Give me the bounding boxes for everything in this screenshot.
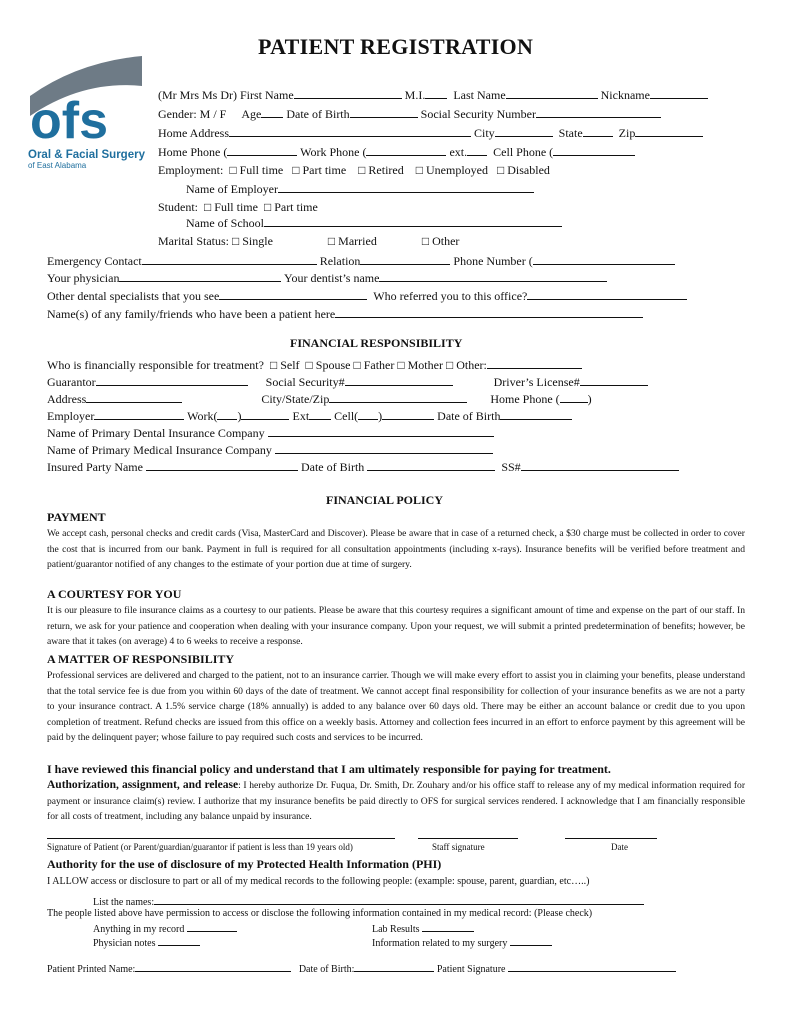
employment-unemployed[interactable]: Unemployed [426,163,488,177]
first-name-field[interactable] [294,87,402,99]
insured-dob-label: Date of Birth [300,460,365,474]
responsible-mother[interactable]: Mother [407,358,443,372]
phi-permission-text: The people listed above have permission to access or disclose the following information contained in my medical record: (Please check) [47,908,593,919]
employer-fin-label: Employer [47,409,95,423]
cell-phone-label: Cell Phone ( [493,145,554,159]
family-field[interactable] [335,306,643,318]
physician-label: Your physician [47,271,120,285]
medical-insurance-field[interactable] [275,442,493,454]
surgery-info-label: Information related to my surgery [372,938,508,949]
phi-allow-text: I ALLOW access or disclosure to part or all of my medical records to the following people: (example: spouse, parent, guardian, etc…..) [47,876,590,887]
city-state-zip-label: City/State/Zip [261,392,330,406]
marital-married[interactable]: Married [338,234,377,248]
printed-name-field[interactable] [135,960,291,972]
responsible-father[interactable]: Father [363,358,395,372]
dentist-field[interactable] [379,270,607,282]
logo-name: Oral & Facial Surgery [28,149,145,161]
patient-signature-final-field[interactable] [508,960,676,972]
courtesy-heading: A COURTESY FOR YOU [47,587,182,601]
ext-label: ext. [449,145,468,159]
responsibility-text: Professional services are delivered and charged to the patient, not to an insurance carrier. Though we will make every effort to assist you in claiming your benefits, please understand that the total service fee is due from you within 60 days of the date of treatment. We cannot accept final responsibility for collection of your insurance benefits as we are not a party to your insurance contract. A 1.5% service charge (18% annually) is added to any balance over 60 days old. There may be either an account balance or credit due to you upon completion of treatment. Refund checks are issued from this office on a weekly basis. Attorney and collection fees incurred in an effort to enforce payment by this agreement will be paid by the delinquent payer; whose failure to pay required such costs and services to be incurred. [47,670,745,743]
last-name-field[interactable] [506,87,598,99]
anything-label: Anything in my record [93,924,185,935]
page-title: PATIENT REGISTRATION [258,34,534,59]
emergency-contact-field[interactable] [142,253,317,265]
date-signature-line[interactable] [565,838,657,839]
staff-signature-line[interactable] [418,838,518,839]
insured-dob-field[interactable] [367,459,495,471]
drivers-license-label: Driver’s License# [493,375,580,389]
work-field[interactable] [217,408,237,420]
fin-home-phone-field[interactable] [560,391,588,403]
cell-label: Cell( [334,409,359,423]
zip-field[interactable] [635,125,703,137]
financial-responsibility-heading: FINANCIAL RESPONSIBILITY [290,336,463,350]
employment-part-time[interactable]: Part time [302,163,347,177]
medical-insurance-label: Name of Primary Medical Insurance Company [47,443,272,457]
relation-field[interactable] [360,253,450,265]
employment-label: Employment: [158,163,224,177]
gender-label: Gender: M / F [158,107,227,121]
phi-dob-field[interactable] [354,960,434,972]
logo-letters: ofs [30,92,108,146]
dob-label: Date of Birth [286,107,350,121]
work-label: Work( [187,409,218,423]
guarantor-field[interactable] [96,374,248,386]
mi-field[interactable] [425,87,447,99]
family-label: Name(s) of any family/friends who have been a patient here [47,307,336,321]
courtesy-text: It is our pleasure to file insurance claims as a courtesy to our patients. Please be aware that this courtesy requires a significant amount of time and expense on the part of our staff. In return, we ask for your patience and cooperation when dealing with your insurance company. Upon your request, we will submit a printed predetermination of benefits; however, be aware that it takes (on average) 4 to 6 weeks to receive a response. [47,605,745,647]
emergency-contact-label: Emergency Contact [47,254,142,268]
fin-home-phone-label: Home Phone ( [490,392,560,406]
last-name-label: Last Name [453,88,506,102]
referred-label: Who referred you to this office? [373,289,528,303]
home-phone-label: Home Phone ( [158,145,228,159]
surgery-info-field[interactable] [510,934,552,946]
student-part-time[interactable]: Part time [274,200,318,214]
list-names-field[interactable] [154,893,644,905]
physician-field[interactable] [119,270,281,282]
date-label: Date [611,842,628,852]
marital-single[interactable]: Single [242,234,273,248]
work-phone-field[interactable] [366,144,446,156]
responsibility-heading: A MATTER OF RESPONSIBILITY [47,652,235,666]
responsible-other[interactable]: Other: [456,358,487,372]
home-phone-field[interactable] [227,144,297,156]
logo-swoosh-icon [28,56,146,146]
employment-retired[interactable]: Retired [368,163,404,177]
staff-signature-label: Staff signature [432,842,485,852]
social-security-label: Social Security# [265,375,345,389]
cell-field[interactable] [358,408,378,420]
marital-other[interactable]: Other [432,234,460,248]
dental-insurance-field[interactable] [268,425,494,437]
insured-party-label: Insured Party Name [47,460,143,474]
ssn-field[interactable] [536,106,661,118]
patient-signature-final-label: Patient Signature [436,964,506,975]
work-phone-label: Work Phone ( [300,145,367,159]
employer-field[interactable] [278,181,534,193]
authorization-heading: Authorization, assignment, and release [47,779,239,791]
phi-heading: Authority for the use of disclosure of my Protected Health Information (PHI) [47,857,442,871]
fin-ext-label: Ext [292,409,310,423]
state-field[interactable] [583,125,613,137]
address-label: Address [47,392,87,406]
employer-fin-field[interactable] [94,408,184,420]
physician-notes-label: Physician notes [93,938,156,949]
logo-sub: of East Alabama [28,161,87,170]
specialists-label: Other dental specialists that you see [47,289,220,303]
specialists-field[interactable] [219,288,367,300]
lab-results-field[interactable] [422,920,474,932]
address-field[interactable] [86,391,182,403]
authorization-text: : I hereby authorize Dr. Fuqua, Dr. Smith, Dr. Zouhary and/or his office staff to release any of my medical information required for payment or insurance claim(s) review. I authorize that my insurance benefits be paid directly to OFS for surgical services rendered. I acknowledge that I am financially responsible for all costs of treatment, including any balance unpaid by insurance. [47,780,746,822]
ss-label: SS# [501,460,521,474]
fin-ext-field[interactable] [309,408,331,420]
financial-policy-heading: FINANCIAL POLICY [326,493,444,507]
payment-heading: PAYMENT [47,510,106,524]
ext-field[interactable] [467,144,487,156]
printed-name-label: Patient Printed Name: [47,964,136,975]
employer-label: Name of Employer [186,182,278,196]
ofs-logo [28,56,146,186]
drivers-license-field[interactable] [580,374,648,386]
age-label: Age [241,107,262,121]
cell-phone-field[interactable] [553,144,635,156]
school-field[interactable] [264,215,562,227]
emergency-phone-field[interactable] [533,253,675,265]
student-full-time[interactable]: Full time [214,200,258,214]
dentist-label: Your dentist’s name [284,271,380,285]
patient-signature-label: Signature of Patient (or Parent/guardian/guarantor if patient is less than 19 years old) [47,842,353,852]
responsible-other-field[interactable] [487,357,582,369]
marital-label: Marital Status: [158,234,229,248]
ssn-label: Social Security Number [420,107,536,121]
nickname-field[interactable] [650,87,708,99]
list-names-label: List the names: [93,897,155,908]
responsible-self[interactable]: Self [280,358,300,372]
employment-full-time[interactable]: Full time [239,163,284,177]
referred-field[interactable] [527,288,687,300]
payment-text: We accept cash, personal checks and credit cards (Visa, MasterCard and Discover). Please be aware that in case of a returned check, a $30 charge must be collected in order to cover the cost that is incurred from our bank. Payment in full is required for all consultation appointments (including x-rays). Insurance benefits will be verified before treatment and patient/guarantor notified of any changes to the estimate of your portion due at time of surgery. [47,528,745,570]
age-field[interactable] [261,106,283,118]
physician-notes-field[interactable] [158,934,200,946]
ss-field[interactable] [521,459,679,471]
home-address-field[interactable] [229,125,471,137]
dob-field[interactable] [350,106,418,118]
responsible-spouse[interactable]: Spouse [315,358,351,372]
city-label: City [474,126,495,140]
social-security-field[interactable] [345,374,453,386]
relation-label: Relation [319,254,361,268]
city-field[interactable] [495,125,553,137]
fin-dob-label: Date of Birth [437,409,501,423]
patient-signature-line[interactable] [47,838,395,839]
nickname-label: Nickname [600,88,650,102]
guarantor-label: Guarantor [47,375,96,389]
home-address-label: Home Address [158,126,229,140]
fin-dob-field[interactable] [500,408,572,420]
mi-label: M.I. [404,88,426,102]
employment-disabled[interactable]: Disabled [507,163,550,177]
lab-results-label: Lab Results [372,924,420,935]
city-state-zip-field[interactable] [329,391,467,403]
student-label: Student: [158,200,199,214]
emergency-phone-label: Phone Number ( [453,254,533,268]
state-label: State [558,126,583,140]
name-prefix-label: (Mr Mrs Ms Dr) First Name [158,88,294,102]
zip-label: Zip [618,126,636,140]
who-responsible-label: Who is financially responsible for treatment? [47,358,264,372]
reviewed-statement: I have reviewed this financial policy and understand that I am ultimately responsible for paying for treatment. [47,762,611,776]
phi-dob-label: Date of Birth: [298,964,355,975]
dental-insurance-label: Name of Primary Dental Insurance Company [47,426,265,440]
school-label: Name of School [186,216,264,230]
anything-field[interactable] [187,920,237,932]
insured-party-field[interactable] [146,459,298,471]
